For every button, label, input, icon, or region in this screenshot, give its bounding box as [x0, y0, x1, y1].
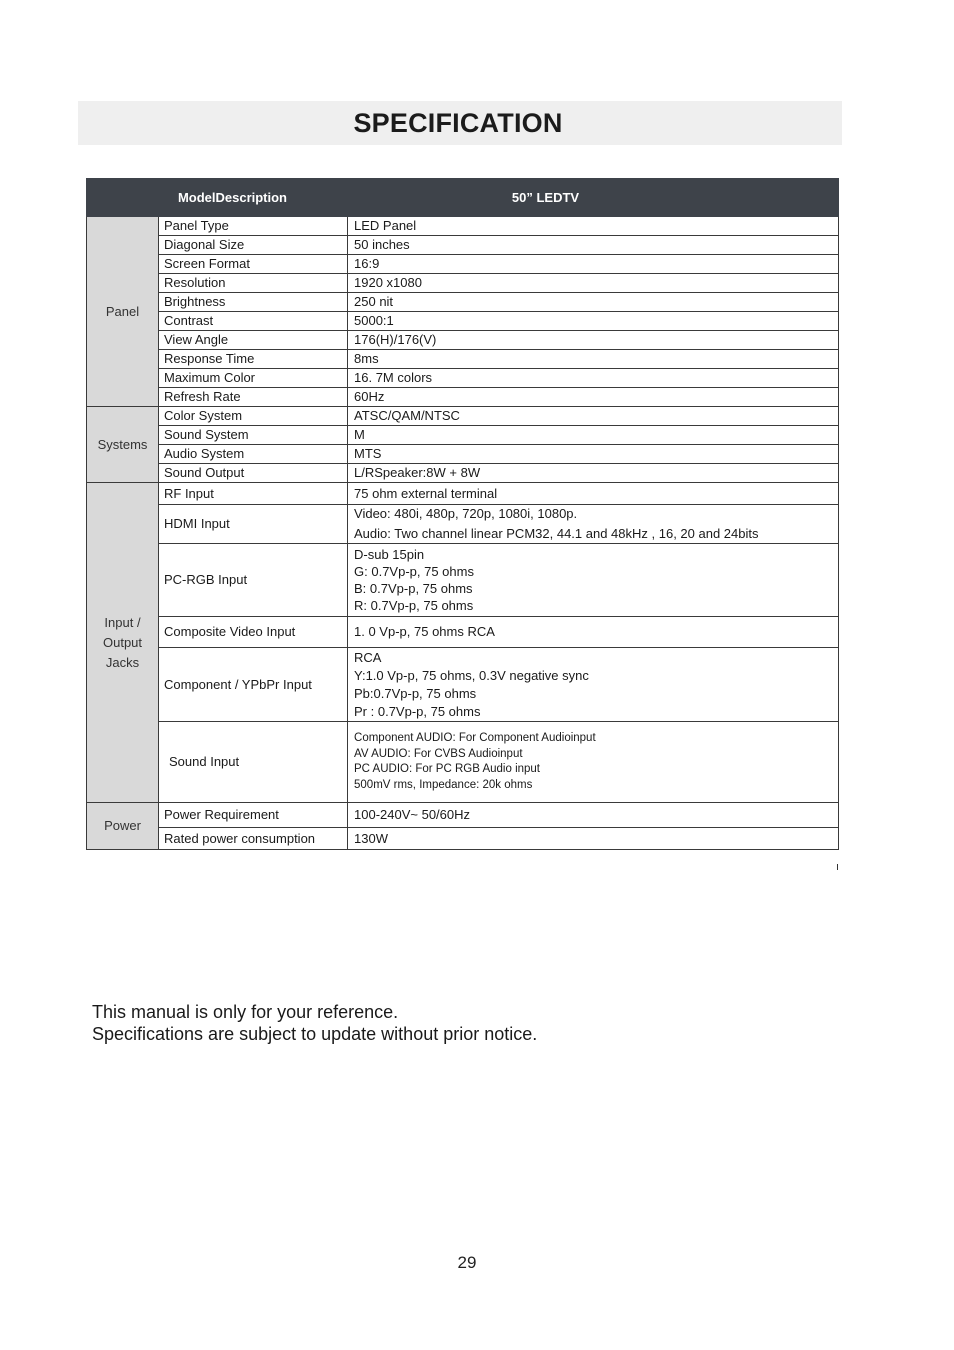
spec-label: Rated power consumption — [159, 828, 348, 850]
table-row — [87, 312, 839, 331]
table-row — [87, 331, 839, 350]
spec-label: Composite Video Input — [159, 617, 348, 648]
group-name-line: Jacks — [105, 654, 140, 670]
spec-value-line: Pr : 0.7Vp-p, 75 ohms — [354, 703, 481, 719]
spec-label: Sound Output — [159, 464, 348, 483]
table-row — [87, 445, 839, 464]
group-name-line: Input / — [104, 614, 141, 630]
table-row — [87, 544, 839, 617]
table-header-row — [87, 179, 839, 217]
spec-value-line: Component AUDIO: For Component Audioinput — [354, 732, 596, 744]
spec-label: Contrast — [159, 312, 348, 331]
spec-value — [348, 722, 839, 803]
note-line: This manual is only for your reference. — [92, 1002, 399, 1022]
spec-value: 8ms — [348, 350, 839, 369]
table-row — [87, 803, 839, 828]
spec-value: L/RSpeaker:8W + 8W — [348, 464, 839, 483]
table-row — [87, 505, 839, 544]
spec-label: Refresh Rate — [159, 388, 348, 407]
spec-value: MTS — [348, 445, 839, 464]
spec-label: Response Time — [159, 350, 348, 369]
spec-label: View Angle — [159, 331, 348, 350]
spec-value-line: G: 0.7Vp-p, 75 ohms — [354, 564, 474, 579]
page-title: SPECIFICATION — [353, 107, 563, 138]
table-edge-tick — [837, 864, 838, 870]
spec-value — [348, 648, 839, 722]
spec-value-line: AV AUDIO: For CVBS Audioinput — [354, 747, 523, 760]
note-line: Specifications are subject to update without prior notice. — [92, 1024, 538, 1044]
table-row — [87, 648, 839, 722]
spec-value: 16. 7M colors — [348, 369, 839, 388]
disclaimer-note — [92, 1001, 537, 1045]
spec-label: RF Input — [159, 483, 348, 505]
table-row — [87, 464, 839, 483]
spec-label: Audio System — [159, 445, 348, 464]
spec-label: Panel Type — [159, 217, 348, 236]
spec-value-line: Video: 480i, 480p, 720p, 1080i, 1080p. — [354, 506, 578, 521]
spec-label: Color System — [159, 407, 348, 426]
spec-value: 1920 x1080 — [348, 274, 839, 293]
table-row — [87, 617, 839, 648]
table-row — [87, 217, 839, 236]
spec-value-line: Pb:0.7Vp-p, 75 ohms — [354, 685, 477, 701]
header-model-description: ModelDescription — [87, 179, 348, 217]
spec-value: 60Hz — [348, 388, 839, 407]
spec-value — [348, 505, 839, 544]
table-row — [87, 274, 839, 293]
spec-value: LED Panel — [348, 217, 839, 236]
table-row — [87, 426, 839, 445]
spec-value: 100-240V~ 50/60Hz — [348, 803, 839, 828]
spec-value: 176(H)/176(V) — [348, 331, 839, 350]
spec-label: Diagonal Size — [159, 236, 348, 255]
spec-label: PC-RGB Input — [159, 544, 348, 617]
table-row — [87, 828, 839, 850]
table-row — [87, 407, 839, 426]
spec-value: 250 nit — [348, 293, 839, 312]
title-bar — [78, 101, 842, 145]
table-row — [87, 255, 839, 274]
spec-label: Component / YPbPr Input — [159, 648, 348, 722]
spec-label: Power Requirement — [159, 803, 348, 828]
spec-label: Brightness — [159, 293, 348, 312]
table-row — [87, 369, 839, 388]
table-row — [87, 483, 839, 505]
header-model-name: 50” LEDTV — [348, 179, 839, 217]
table-row — [87, 388, 839, 407]
group-name-line: Output — [102, 634, 143, 650]
group-power: Power — [87, 803, 159, 850]
spec-value-line: Y:1.0 Vp-p, 75 ohms, 0.3V negative sync — [354, 667, 589, 683]
spec-value — [348, 544, 839, 617]
spec-label: Maximum Color — [159, 369, 348, 388]
spec-value-line: D-sub 15pin — [354, 547, 425, 562]
spec-label: HDMI Input — [159, 505, 348, 544]
group-input-output-jacks — [87, 483, 159, 803]
table-row — [87, 293, 839, 312]
spec-value: ATSC/QAM/NTSC — [348, 407, 839, 426]
spec-value: 130W — [348, 828, 839, 850]
spec-label: Resolution — [159, 274, 348, 293]
spec-value: 16:9 — [348, 255, 839, 274]
spec-value: 50 inches — [348, 236, 839, 255]
table-row — [87, 722, 839, 803]
spec-value-line: R: 0.7Vp-p, 75 ohms — [354, 598, 474, 613]
spec-label: Sound Input — [159, 722, 348, 803]
spec-value-line: PC AUDIO: For PC RGB Audio input — [354, 763, 541, 775]
spec-value: 1. 0 Vp-p, 75 ohms RCA — [348, 617, 839, 648]
spec-value-line: RCA — [354, 649, 382, 665]
group-systems: Systems — [87, 407, 159, 483]
specification-table — [86, 178, 839, 850]
spec-value-line: B: 0.7Vp-p, 75 ohms — [354, 581, 473, 596]
page-number: 29 — [457, 1253, 477, 1272]
spec-value-line: 500mV rms, Impedance: 20k ohms — [354, 778, 533, 791]
group-panel: Panel — [87, 217, 159, 407]
spec-value: 75 ohm external terminal — [348, 483, 839, 505]
spec-value: 5000:1 — [348, 312, 839, 331]
spec-label: Sound System — [159, 426, 348, 445]
table-row — [87, 350, 839, 369]
spec-label: Screen Format — [159, 255, 348, 274]
spec-value: M — [348, 426, 839, 445]
spec-value-line: Audio: Two channel linear PCM32, 44.1 and 48kHz , 16, 20 and 24bits — [354, 526, 759, 541]
table-row — [87, 236, 839, 255]
